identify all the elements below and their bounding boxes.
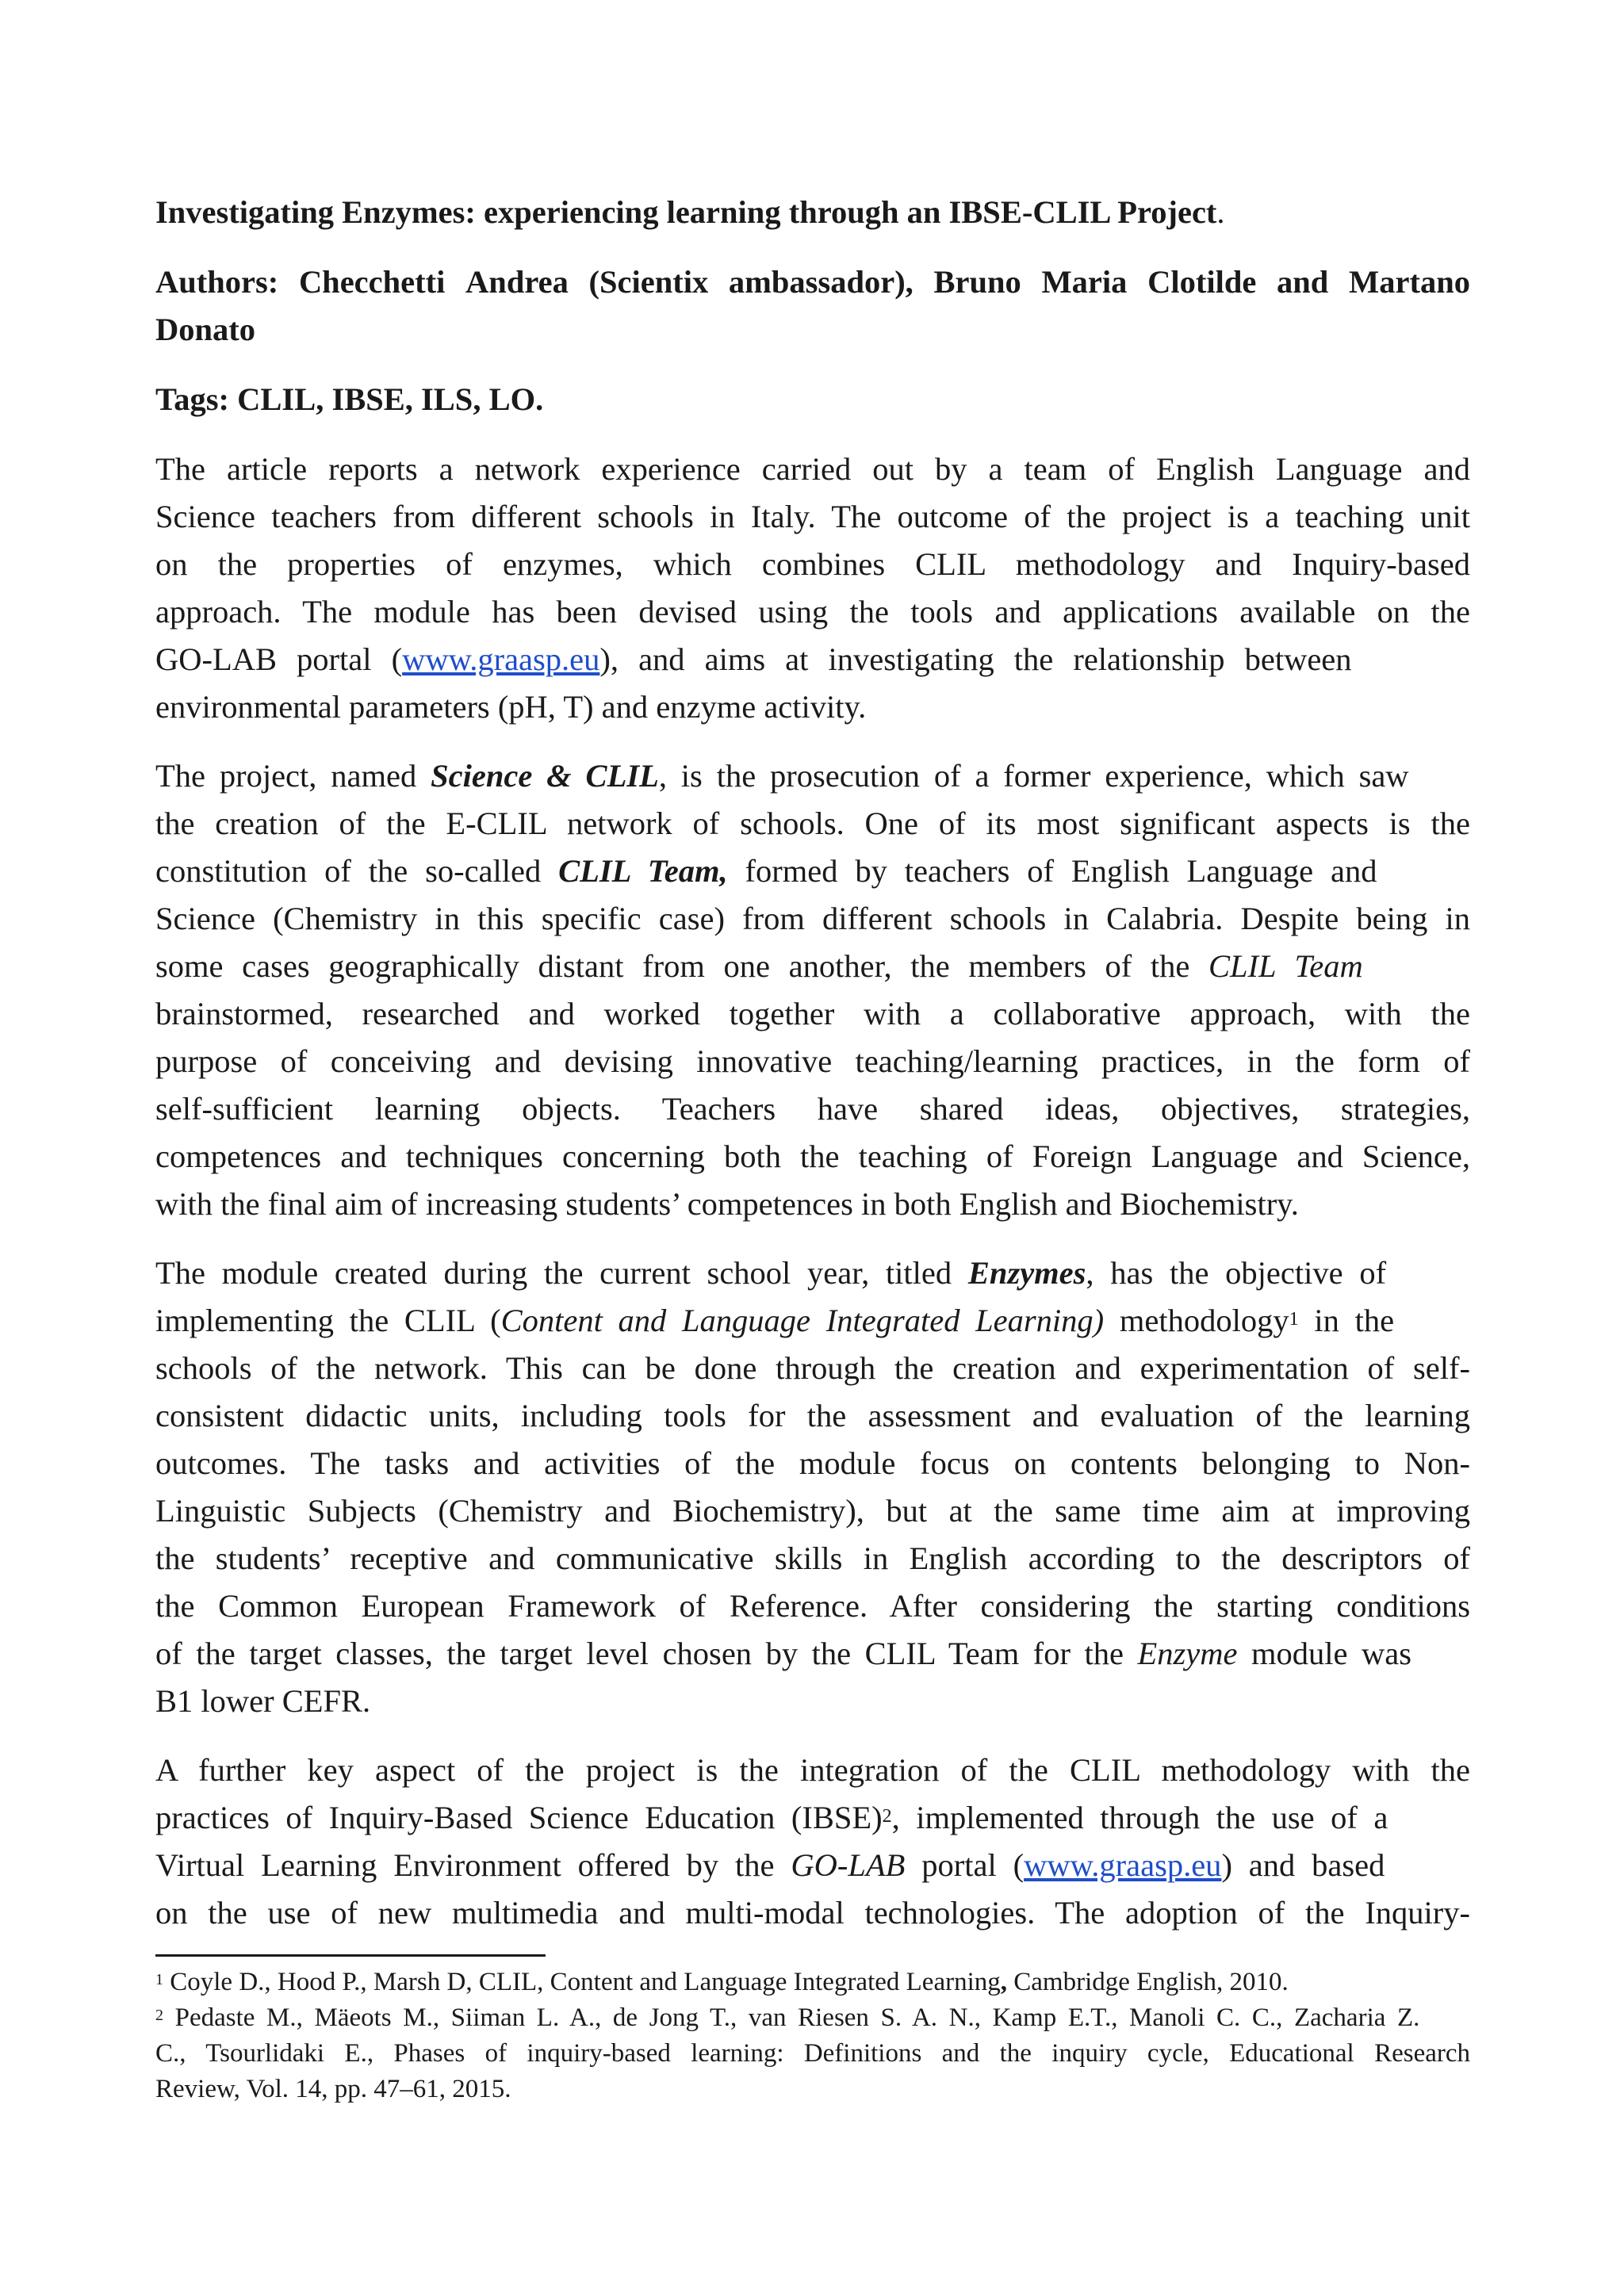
author-word: ambassador), bbox=[728, 264, 914, 300]
text-line bbox=[155, 636, 1470, 683]
text-run: practices of Inquiry-Based Science Education (IBSE)$^2$, implemented through the use of a bbox=[155, 1800, 1388, 1835]
text-line: the creation of the E-CLIL network of schools. One of its most significant aspects is the bbox=[155, 806, 1470, 841]
title-period: . bbox=[1216, 194, 1225, 230]
author-word: Clotilde bbox=[1147, 264, 1257, 300]
paragraph-2 bbox=[155, 752, 1470, 1228]
text-line bbox=[155, 943, 1470, 990]
text-line: The article reports a network experience carried out by a team of English Language and bbox=[155, 451, 1470, 487]
text-line: the students’ receptive and communicative skills in English according to the descriptors of bbox=[155, 1540, 1470, 1576]
paragraph-3 bbox=[155, 1249, 1470, 1725]
footnotes bbox=[155, 1965, 1470, 2107]
text-line bbox=[155, 1249, 1470, 1297]
text-line: competences and techniques concerning both the teaching of Foreign Language and Science, bbox=[155, 1138, 1470, 1174]
author-word: Martano bbox=[1349, 264, 1470, 300]
text-line: Science (Chemistry in this specific case) from different schools in Calabria. Despite being in bbox=[155, 901, 1470, 936]
text-line: Linguistic Subjects (Chemistry and Biochemistry), but at the same time aim at improving bbox=[155, 1493, 1470, 1529]
project-name: Science & CLIL bbox=[431, 758, 659, 794]
paragraph-1 bbox=[155, 446, 1470, 731]
text-line: A further key aspect of the project is the integration of the CLIL methodology with the bbox=[155, 1752, 1470, 1788]
module-name: Enzymes bbox=[967, 1255, 1086, 1291]
text-line: outcomes. The tasks and activities of the module focus on contents belonging to Non- bbox=[155, 1445, 1470, 1481]
document-page bbox=[155, 189, 1470, 2107]
text-line: self-sufficient learning objects. Teachers have shared ideas, objectives, strategies, bbox=[155, 1091, 1470, 1127]
authors-label: Authors: bbox=[155, 264, 279, 300]
authors-line-2 bbox=[155, 306, 1470, 354]
footnote-2-line: C., Tsourlidaki E., Phases of inquiry-based learning: Definitions and the inquiry cycle, Educational Research bbox=[155, 2039, 1470, 2068]
text-line: on the properties of enzymes, which combines CLIL methodology and Inquiry-based bbox=[155, 546, 1470, 582]
footnote-separator bbox=[155, 1954, 546, 1957]
text-line: environmental parameters (pH, T) and enzyme activity. bbox=[155, 689, 867, 725]
footnote-ref-2: 2 bbox=[882, 1806, 892, 1827]
text-run: $^2$ Pedaste M., Mäeots M., Siiman L. A., de Jong T., van Riesen S. A. N., Kamp E.T., Manoli C. C., Zacharia Z. bbox=[155, 2003, 1420, 2032]
text-line bbox=[155, 1630, 1470, 1678]
author-word: Maria bbox=[1041, 264, 1128, 300]
text-run: some cases geographically distant from one another, the members of the CLIL Team bbox=[155, 948, 1363, 984]
text-run: constitution of the so-called CLIL Team, formed by teachers of English Language and bbox=[155, 853, 1377, 889]
author-word: Checchetti bbox=[298, 264, 446, 300]
footnote-2-line: Review, Vol. 14, pp. 47–61, 2015. bbox=[155, 2075, 511, 2103]
text-run: GO-LAB portal (www.graasp.eu), and aims at investigating the relationship between bbox=[155, 641, 1352, 677]
authors-line-1 bbox=[155, 258, 1470, 306]
text-line: Science teachers from different schools in Italy. The outcome of the project is a teaching unit bbox=[155, 499, 1470, 534]
clil-team-term: CLIL Team, bbox=[558, 853, 728, 889]
author-word: Bruno bbox=[933, 264, 1021, 300]
paragraph-4 bbox=[155, 1747, 1470, 1937]
text-run: $^1$ Coyle D., Hood P., Marsh D, CLIL, Content and Language Integrated Learning, Cambridge English, 2010. bbox=[155, 1968, 1289, 1996]
text-line bbox=[155, 1297, 1470, 1345]
text-line bbox=[155, 752, 1470, 800]
text-run: Virtual Learning Environment offered by the GO-LAB portal (www.graasp.eu) and based bbox=[155, 1847, 1385, 1883]
graasp-link[interactable]: www.graasp.eu bbox=[402, 641, 600, 677]
footnote-2 bbox=[155, 2000, 1470, 2036]
text-run: of the target classes, the target level chosen by the CLIL Team for the Enzyme module was bbox=[155, 1636, 1412, 1671]
text-line: schools of the network. This can be done through the creation and experimentation of self- bbox=[155, 1350, 1470, 1386]
text-run: The module created during the current school year, titled Enzymes, has the objective of bbox=[155, 1255, 1387, 1291]
authors-block bbox=[155, 258, 1470, 354]
text-line: approach. The module has been devised using the tools and applications available on the bbox=[155, 594, 1470, 629]
text-line: the Common European Framework of Reference. After considering the starting conditions bbox=[155, 1588, 1470, 1624]
title-text: Investigating Enzymes: experiencing learning through an IBSE-CLIL Project bbox=[155, 194, 1217, 230]
graasp-link[interactable]: www.graasp.eu bbox=[1024, 1847, 1222, 1883]
text-line bbox=[155, 1842, 1470, 1889]
text-run: The project, named Science & CLIL, is the prosecution of a former experience, which saw bbox=[155, 758, 1409, 794]
text-line bbox=[155, 848, 1470, 895]
text-line: B1 lower CEFR. bbox=[155, 1683, 371, 1719]
tags-line: Tags: CLIL, IBSE, ILS, LO. bbox=[155, 381, 544, 417]
footnote-1 bbox=[155, 1965, 1470, 2000]
article-title bbox=[155, 189, 1470, 236]
text-run: implementing the CLIL (Content and Language Integrated Learning) methodology$^1$ in the bbox=[155, 1303, 1395, 1338]
author-word: (Scientix bbox=[588, 264, 709, 300]
text-line: brainstormed, researched and worked together with a collaborative approach, with the bbox=[155, 996, 1470, 1031]
footnote-ref-1: 1 bbox=[1289, 1309, 1299, 1330]
text-line: consistent didactic units, including tools for the assessment and evaluation of the learning bbox=[155, 1398, 1470, 1433]
text-line bbox=[155, 1794, 1470, 1842]
text-line: with the final aim of increasing students’ competences in both English and Biochemistry. bbox=[155, 1186, 1299, 1222]
text-line: purpose of conceiving and devising innovative teaching/learning practices, in the form of bbox=[155, 1043, 1470, 1079]
author-word: and bbox=[1277, 264, 1329, 300]
text-line: on the use of new multimedia and multi-modal technologies. The adoption of the Inquiry- bbox=[155, 1895, 1470, 1931]
author-word: Andrea bbox=[465, 264, 569, 300]
author-word: Donato bbox=[155, 312, 256, 347]
